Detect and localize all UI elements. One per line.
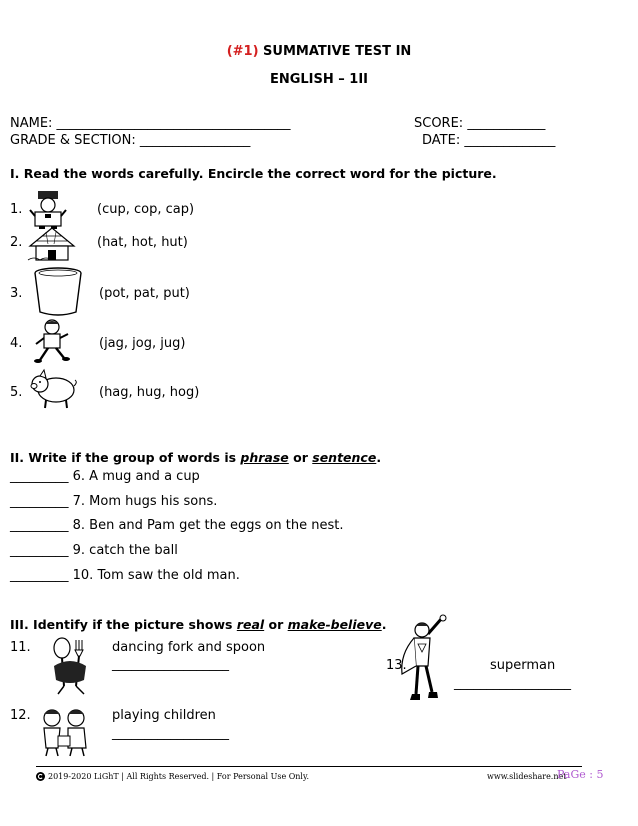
make-believe-keyword: make-believe — [287, 617, 382, 632]
dancing-fork-spoon-icon — [44, 636, 96, 696]
heading-text: . — [376, 450, 382, 465]
heading-text: . — [381, 617, 387, 632]
answer-line[interactable]: _________ 9. catch the ball — [10, 543, 178, 558]
item-number: 11. — [10, 640, 31, 655]
item-number: 3. — [10, 286, 23, 301]
item-number: 5. — [10, 385, 23, 400]
answer-line[interactable]: _________ 10. Tom saw the old man. — [10, 568, 240, 583]
item-options: (jag, jog, jug) — [99, 336, 186, 351]
item-number: 4. — [10, 336, 23, 351]
police-officer-icon — [28, 188, 68, 230]
heading-text: or — [264, 617, 288, 632]
answer-line[interactable]: _________ 6. A mug and a cup — [10, 469, 200, 484]
section2-heading — [10, 450, 381, 465]
answer-blank[interactable]: __________________ — [112, 657, 229, 672]
test-title-line1 — [0, 44, 638, 59]
heading-text: III. Identify if the picture shows — [10, 617, 237, 632]
score-field[interactable]: SCORE: ____________ — [414, 116, 546, 131]
footer-divider — [36, 766, 582, 767]
hut-icon — [26, 226, 78, 262]
answer-line[interactable]: _________ 7. Mom hugs his sons. — [10, 494, 218, 509]
real-keyword: real — [236, 617, 265, 632]
picture-label: playing children — [112, 708, 216, 723]
test-title: SUMMATIVE TEST IN — [263, 44, 412, 59]
item-options: (hag, hug, hog) — [99, 385, 200, 400]
page-number: PaGe : 5 — [557, 768, 604, 781]
picture-label: dancing fork and spoon — [112, 640, 266, 655]
answer-blank[interactable]: __________________ — [454, 676, 571, 691]
grade-section-field[interactable]: GRADE & SECTION: _________________ — [10, 133, 251, 148]
footer-site: www.slideshare.net — [487, 772, 567, 781]
footer-copyright — [36, 772, 309, 781]
jogging-boy-icon — [30, 318, 74, 364]
pot-icon — [32, 266, 84, 318]
name-field[interactable]: NAME: ____________________________________ — [10, 116, 291, 131]
sentence-keyword: sentence — [312, 450, 377, 465]
item-options: (hat, hot, hut) — [97, 235, 188, 250]
section1-heading: I. Read the words carefully. Encircle the correct word for the picture. — [10, 166, 497, 181]
heading-text: or — [288, 450, 313, 465]
answer-line[interactable]: _________ 8. Ben and Pam get the eggs on the nest. — [10, 518, 344, 533]
test-number: (#1) — [226, 44, 259, 59]
item-options: (pot, pat, put) — [99, 286, 190, 301]
section3-heading — [10, 617, 386, 632]
copyright-icon — [36, 772, 45, 781]
copyright-text: 2019-2020 LiGhT | All Rights Reserved. | For Personal Use Only. — [48, 772, 309, 781]
item-number: 1. — [10, 202, 23, 217]
picture-label: superman — [490, 658, 556, 673]
phrase-keyword: phrase — [240, 450, 289, 465]
playing-children-icon — [34, 704, 94, 758]
pig-icon — [28, 366, 78, 410]
item-number: 13. — [386, 658, 407, 673]
heading-text: II. Write if the group of words is — [10, 450, 241, 465]
item-number: 2. — [10, 235, 23, 250]
test-subject: ENGLISH – 1II — [269, 72, 369, 87]
answer-blank[interactable]: __________________ — [112, 726, 229, 741]
item-options: (cup, cop, cap) — [97, 202, 195, 217]
item-number: 12. — [10, 708, 31, 723]
date-field[interactable]: DATE: ______________ — [422, 133, 556, 148]
